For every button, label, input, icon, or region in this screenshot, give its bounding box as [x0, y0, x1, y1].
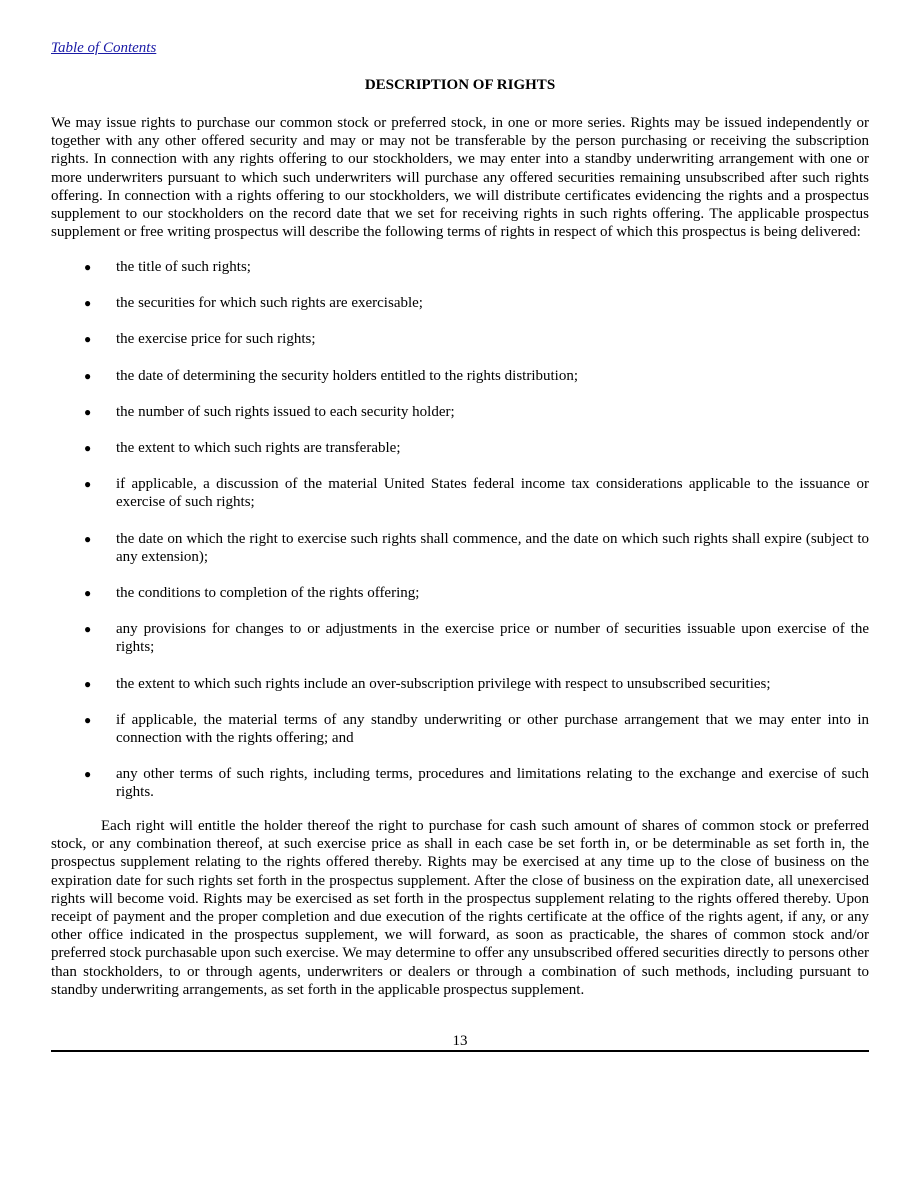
bullet-text: if applicable, a discussion of the material United States federal income tax considerations applicable to the issuance or exercise of such rights; — [116, 476, 869, 511]
bullet-icon: ● — [84, 622, 92, 637]
bullet-text: the exercise price for such rights; — [116, 331, 316, 348]
bullet-item — [51, 330, 869, 348]
bullet-text: the title of such rights; — [116, 259, 251, 275]
bullet-text: the date of determining the security holders entitled to the rights distribution; — [116, 367, 578, 384]
bullet-item — [51, 294, 869, 312]
page-number: 13 — [452, 1033, 468, 1049]
bullet-text: the number of such rights issued to each security holder; — [116, 403, 455, 420]
bullet-icon: ● — [84, 676, 92, 691]
intro-paragraph: We may issue rights to purchase our common stock or preferred stock, in one or more series. Rights may be issued independently or together with any other offered security and may or may not be transferable by the person purchasing or receiving the subscription rights. In connection with any rights offering to our stockholders, we may enter into a standby underwriting arrangement with one or more underwriters pursuant to which such underwriters will purchase any offered securities remaining unsubscribed after such rights offering. In connection with a rights offering to our stockholders, we will distribute certificates evidencing the rights and a prospectus supplement to our stockholders on the record date that we set for receiving rights in such rights offering. The applicable prospectus supplement or free writing prospectus will describe the following terms of rights in respect of which this prospectus is being delivered: — [51, 115, 869, 241]
bullet-item — [51, 584, 869, 602]
section-title: DESCRIPTION OF RIGHTS — [364, 77, 556, 93]
bullet-icon: ● — [84, 531, 92, 546]
bullet-icon: ● — [84, 441, 92, 456]
bullet-text: if applicable, the material terms of any standby underwriting or other purchase arrangement that we may enter into in connection with the rights offering; and — [116, 711, 869, 747]
bullet-text: the securities for which such rights are exercisable; — [116, 295, 423, 312]
bullet-item — [51, 475, 869, 511]
closing-paragraph: Each right will entitle the holder thereof the right to purchase for cash such amount of shares of common stock or preferred stock, or any combination thereof, at such exercise price as shall in each case be set forth in, or be determinable as set forth in, the prospectus supplement relating to the rights offered thereby. Rights may be exercised at any time up to the close of business on the expiration date for such rights set forth in the prospectus supplement. After the close of business on the expiration date, all unexercised rights will become void. Rights may be exercised as set forth in the prospectus supplement relating to the rights offered thereby. Upon receipt of payment and the proper completion and due execution of the rights certificate at the office of the rights agent, if any, or any other office indicated in the prospectus supplement, we will forward, as soon as practicable, the shares of common stock and/or preferred stock purchasable upon such exercise. We may determine to offer any unsubscribed offered securities directly to persons other than stockholders, to or through agents, underwriters or dealers or through a combination of such methods, including pursuant to standby underwriting arrangements, as set forth in the applicable prospectus supplement. — [51, 818, 869, 998]
bullet-item — [51, 439, 869, 457]
bullet-text: any provisions for changes to or adjustments in the exercise price or number of securities issuable upon exercise of the rights; — [116, 621, 869, 656]
bullet-item — [51, 258, 869, 276]
bullet-item — [51, 675, 869, 693]
bullet-icon: ● — [84, 368, 92, 383]
bullet-item — [51, 367, 869, 385]
bullet-item — [51, 530, 869, 566]
bullet-icon: ● — [84, 296, 92, 311]
terms-bullet-list — [51, 258, 869, 820]
bullet-text: any other terms of such rights, including terms, procedures and limitations relating to the exchange and exercise of such rights. — [116, 766, 869, 801]
bullet-icon: ● — [84, 332, 92, 347]
bullet-icon: ● — [84, 712, 92, 727]
bullet-icon: ● — [84, 586, 92, 601]
bullet-icon: ● — [84, 767, 92, 782]
bullet-item — [51, 403, 869, 421]
bullet-item — [51, 620, 869, 656]
table-of-contents-link[interactable]: Table of Contents — [51, 40, 157, 56]
bullet-icon: ● — [84, 404, 92, 419]
bullet-text: the conditions to completion of the rights offering; — [116, 585, 420, 602]
footer-rule — [51, 1050, 869, 1052]
bullet-text: the date on which the right to exercise such rights shall commence, and the date on which such rights shall expire (subject to any extension); — [116, 530, 869, 565]
bullet-item — [51, 711, 869, 747]
bullet-text: the extent to which such rights include an over-subscription privilege with respect to unsubscribed securities; — [116, 675, 771, 692]
bullet-text: the extent to which such rights are transferable; — [116, 440, 401, 457]
bullet-icon: ● — [84, 477, 92, 492]
bullet-item — [51, 765, 869, 801]
bullet-icon: ● — [84, 260, 92, 274]
